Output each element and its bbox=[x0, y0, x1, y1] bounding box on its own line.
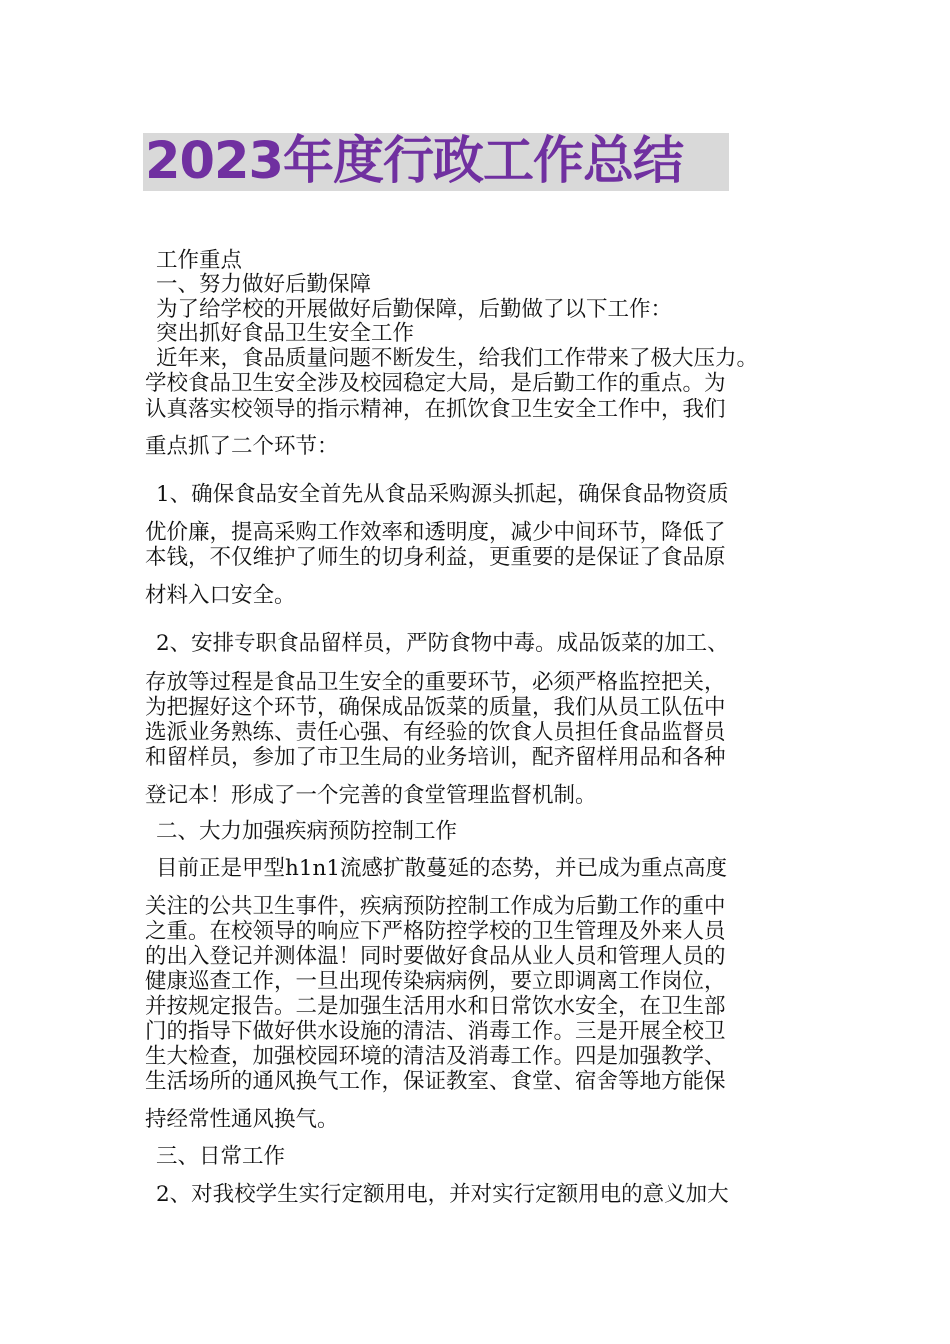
text-line: 2、对我校学生实行定额用电，并对实行定额用电的意义加大 bbox=[156, 1182, 729, 1207]
text-line: 登记本！形成了一个完善的食堂管理监督机制。 bbox=[145, 783, 597, 808]
document-title: 2023年度行政工作总结 bbox=[145, 133, 683, 191]
text-line: 突出抓好食品卫生安全工作 bbox=[156, 321, 415, 346]
text-line: 目前正是甲型h1n1流感扩散蔓延的态势，并已成为重点高度 bbox=[156, 856, 728, 881]
text-line: 为把握好这个环节，确保成品饭菜的质量，我们从员工队伍中 bbox=[145, 695, 726, 720]
text-line: 学校食品卫生安全涉及校园稳定大局，是后勤工作的重点。为 bbox=[145, 371, 726, 396]
title-highlight bbox=[143, 133, 729, 191]
text-line: 优价廉，提高采购工作效率和透明度，减少中间环节，降低了 bbox=[145, 520, 726, 545]
text-line: 选派业务熟练、责任心强、有经验的饮食人员担任食品监督员 bbox=[145, 720, 726, 745]
text-line: 生大检查，加强校园环境的清洁及消毒工作。四是加强教学、 bbox=[145, 1044, 726, 1069]
text-line: 门的指导下做好供水设施的清洁、消毒工作。三是开展全校卫 bbox=[145, 1019, 726, 1044]
text-line: 健康巡查工作，一旦出现传染病病例，要立即调离工作岗位， bbox=[145, 969, 726, 994]
text-line: 和留样员，参加了市卫生局的业务培训，配齐留样用品和各种 bbox=[145, 745, 726, 770]
text-line: 二、大力加强疾病预防控制工作 bbox=[156, 819, 458, 844]
text-line: 持经常性通风换气。 bbox=[145, 1107, 339, 1132]
text-line: 认真落实校领导的指示精神，在抓饮食卫生安全工作中，我们 bbox=[145, 397, 726, 422]
text-line: 1、确保食品安全首先从食品采购源头抓起，确保食品物资质 bbox=[156, 482, 729, 507]
text-line: 材料入口安全。 bbox=[145, 583, 296, 608]
text-line: 关注的公共卫生事件，疾病预防控制工作成为后勤工作的重中 bbox=[145, 894, 726, 919]
text-line: 生活场所的通风换气工作，保证教室、食堂、宿舍等地方能保 bbox=[145, 1069, 726, 1094]
text-line: 的出入登记并测体温！同时要做好食品从业人员和管理人员的 bbox=[145, 944, 726, 969]
text-line: 2、安排专职食品留样员，严防食物中毒。成品饭菜的加工、 bbox=[156, 631, 729, 656]
text-line: 本钱，不仅维护了师生的切身利益，更重要的是保证了食品原 bbox=[145, 545, 726, 570]
text-line: 为了给学校的开展做好后勤保障，后勤做了以下工作： bbox=[156, 297, 673, 322]
text-line: 一、努力做好后勤保障 bbox=[156, 272, 372, 297]
text-line: 近年来，食品质量问题不断发生，给我们工作带来了极大压力。 bbox=[156, 346, 759, 371]
text-line: 存放等过程是食品卫生安全的重要环节，必须严格监控把关， bbox=[145, 670, 726, 695]
text-line: 并按规定报告。二是加强生活用水和日常饮水安全，在卫生部 bbox=[145, 994, 726, 1019]
text-line: 之重。在校领导的响应下严格防控学校的卫生管理及外来人员 bbox=[145, 919, 726, 944]
text-line: 三、日常工作 bbox=[156, 1144, 286, 1169]
text-line: 重点抓了二个环节： bbox=[145, 434, 339, 459]
text-line: 工作重点 bbox=[156, 248, 243, 273]
